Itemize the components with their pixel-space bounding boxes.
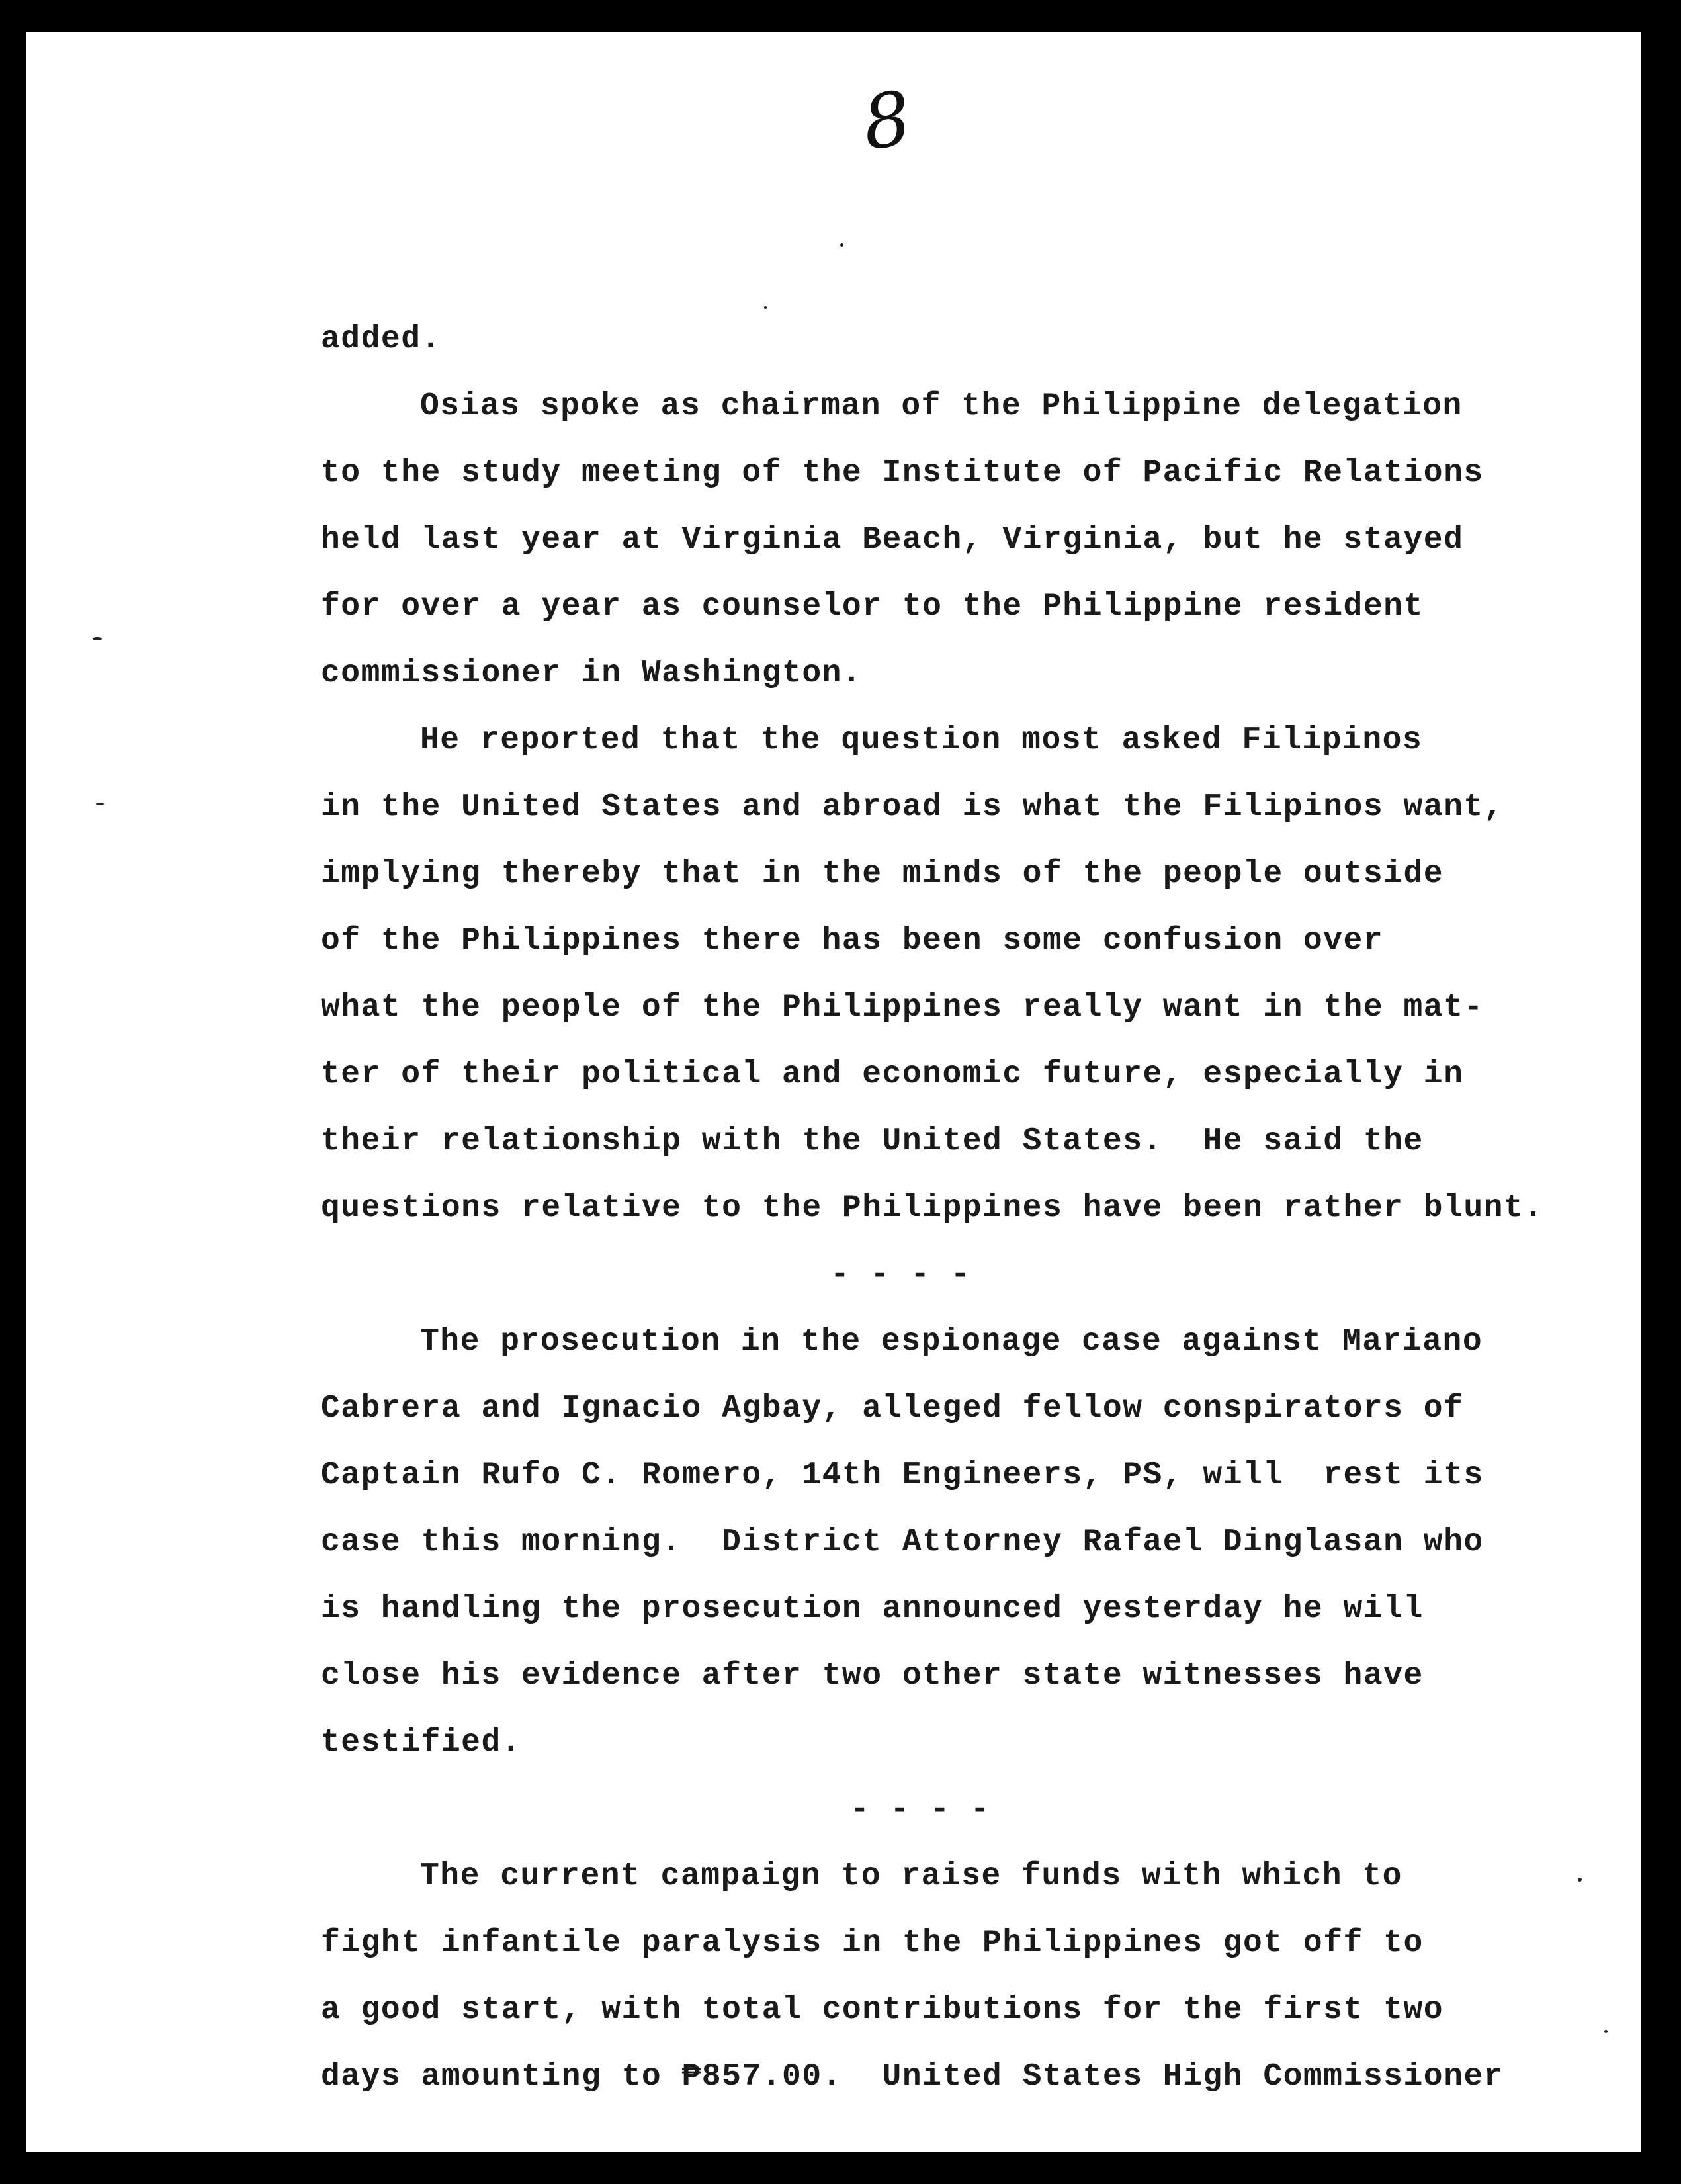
section-divider bbox=[321, 1776, 1578, 1843]
text-line: He reported that the question most asked Filipinos bbox=[420, 722, 1423, 758]
scan-speck bbox=[96, 803, 104, 805]
scan-speck bbox=[764, 306, 767, 309]
text-line: fight infantile paralysis in the Philippines got off to bbox=[321, 1925, 1424, 1961]
text-line: questions relative to the Philippines have been rather blunt. bbox=[321, 1190, 1544, 1226]
text-line: Cabrera and Ignacio Agbay, alleged fellow conspirators of bbox=[321, 1391, 1464, 1426]
text-line: The prosecution in the espionage case against Mariano bbox=[420, 1324, 1483, 1360]
page-number: 8 bbox=[857, 75, 916, 167]
text-line: added. bbox=[321, 322, 441, 357]
text-line: commissioner in Washington. bbox=[321, 656, 863, 691]
text-line: ter of their political and economic future, especially in bbox=[321, 1057, 1464, 1092]
divider-dashes: - - - - bbox=[850, 1792, 991, 1827]
document-page bbox=[26, 32, 1641, 2152]
section-divider bbox=[321, 1242, 1578, 1309]
text-line: close his evidence after two other state witnesses have bbox=[321, 1658, 1424, 1694]
scan-speck bbox=[1604, 2030, 1608, 2033]
text-line: testified. bbox=[321, 1725, 522, 1761]
text-line: what the people of the Philippines really want in the mat- bbox=[321, 990, 1484, 1026]
body-text bbox=[321, 306, 1578, 2111]
text-line: Osias spoke as chairman of the Philippine delegation bbox=[420, 388, 1463, 424]
divider-dashes: - - - - bbox=[830, 1257, 971, 1293]
text-line: The current campaign to raise funds with which to bbox=[420, 1858, 1402, 1894]
text-line: implying thereby that in the minds of the people outside bbox=[321, 856, 1444, 892]
text-line: Captain Rufo C. Romero, 14th Engineers, PS, will rest its bbox=[321, 1458, 1484, 1493]
scan-speck bbox=[93, 637, 102, 640]
text-line: to the study meeting of the Institute of Pacific Relations bbox=[321, 455, 1484, 491]
scan-speck bbox=[1578, 1878, 1582, 1882]
text-line: in the United States and abroad is what the Filipinos want, bbox=[321, 789, 1504, 825]
text-line: their relationship with the United States. He said the bbox=[321, 1123, 1424, 1159]
text-line: held last year at Virginia Beach, Virginia, but he stayed bbox=[321, 522, 1464, 558]
text-line: a good start, with total contributions for the first two bbox=[321, 1992, 1444, 2028]
text-line: is handling the prosecution announced yesterday he will bbox=[321, 1591, 1424, 1627]
text-line: of the Philippines there has been some confusion over bbox=[321, 923, 1384, 959]
text-line: case this morning. District Attorney Rafael Dinglasan who bbox=[321, 1524, 1484, 1560]
text-line: for over a year as counselor to the Philippine resident bbox=[321, 589, 1424, 625]
scan-speck bbox=[840, 243, 843, 247]
text-line: days amounting to ₱857.00. United States High Commissioner bbox=[321, 2059, 1504, 2095]
